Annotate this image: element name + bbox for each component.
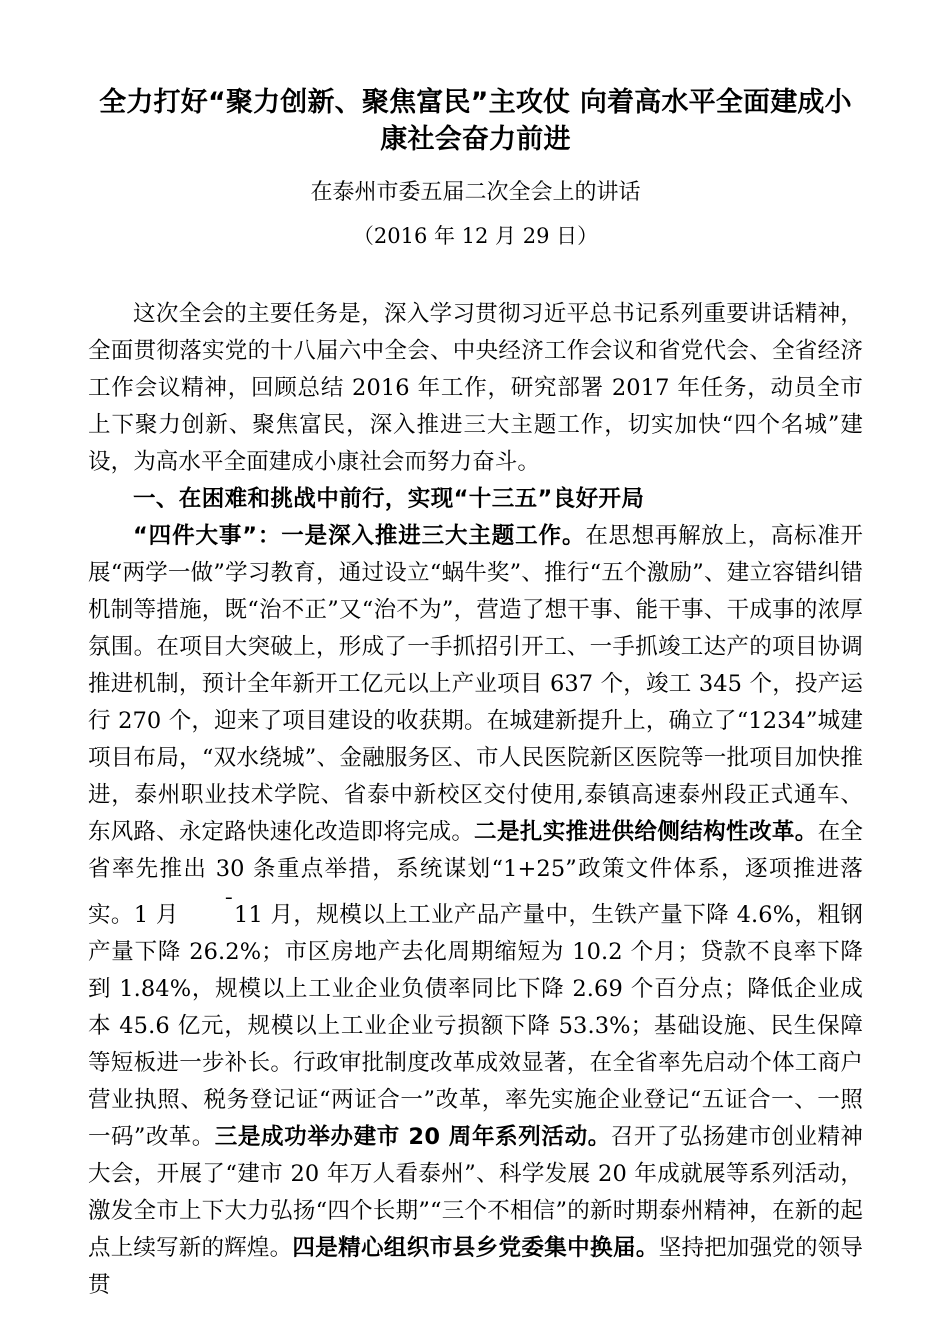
section-heading-1: 一、在困难和挑战中前行，实现“十三五”良好开局 bbox=[133, 486, 645, 512]
inline-text-2a: 在全省率先推出 30 条重点举措，系统谋划“1+25”政策文件体系，逐项推进落实。1 月 bbox=[88, 819, 863, 929]
inline-bold-lead-4: 四是精心组织市县乡党委集中换届。 bbox=[292, 1235, 659, 1262]
page-content bbox=[88, 0, 863, 1304]
page-title: 全力打好“聚力创新、聚焦富民”主攻仗 向着高水平全面建成小康社会奋力前进 bbox=[99, 87, 852, 155]
document-body bbox=[88, 252, 863, 1304]
inline-text-4: 坚持把加强党的领导贯 bbox=[88, 1235, 863, 1299]
document-subtitle: 在泰州市委五届二次全会上的讲话 bbox=[310, 180, 641, 205]
range-dash: ¯ bbox=[223, 894, 235, 918]
paragraph-intro: 这次全会的主要任务是，深入学习贯彻习近平总书记系列重要讲话精神，全面贯彻落实党的十八届六中全会、中央经济工作会议和省党代会、全省经济工作会议精神，回顾总结 2016 年工作，研究部署 2017 年任务，动员全市上下聚力创新、聚焦富民，深入推进三大主题工作，切实加快“四个名城”建设，为高水平全面建成小康社会而努力奋斗。 bbox=[88, 301, 863, 475]
inline-text-1: 在思想再解放上，高标准开展“两学一做”学习教育，通过设立“蜗牛奖”、推行“五个激励”、建立容错纠错机制等措施，既“治不正”又“治不为”，营造了想干事、能干事、干成事的浓厚氛围。在项目大突破上，形成了一手抓招引开工、一手抓竣工达产的项目协调推进机制，预计全年新开工亿元以上产业项目 637 个，竣工 345 个，投产运行 270 个，迎来了项目建设的收获期。在城建新提升上，确立了“1234”城建项目布局，“双水绕城”、金融服务区、市人民医院新区医院等一批项目加快推进，泰州职业技术学院、省泰中新校区交付使用,泰镇高速泰州段正式通车、东风路、永定路快速化改造即将完成。 bbox=[88, 523, 864, 845]
inline-text-2b: 11 月，规模以上工业产品产量中，生铁产量下降 4.6%，粗钢产量下降 26.2%；市区房地产去化周期缩短为 10.2 个月；贷款不良率下降到 1.84%，规模以上工业企业负债率同比下降 2.69 个百分点；降低企业成本 45.6 亿元，规模以上工业企业亏损额下降 53.3%；基础设施、民生保障等短板进一步补长。行政审批制度改革成效显著，在全省率先启动个体工商户营业执照、税务登记证“两证合一”改革，率先实施企业登记“五证合一、一照一码”改革。 bbox=[88, 902, 863, 1151]
inline-text-3: 召开了弘扬建市创业精神大会，开展了“建市 20 年万人看泰州”、科学发展 20 年成就展等系列活动，激发全市上下大力弘扬“四个长期”“三个不相信”的新时期泰州精神，在新的起点上续写新的辉煌。 bbox=[88, 1124, 863, 1262]
inline-bold-lead-2: 二是扎实推进供给侧结构性改革。 bbox=[474, 819, 818, 845]
inline-bold-lead-1: “四件大事”：一是深入推进三大主题工作。 bbox=[133, 523, 586, 549]
document-date: （2016 年 12 月 29 日） bbox=[352, 224, 599, 248]
inline-bold-lead-3: 三是成功举办建市 20 周年系列活动。 bbox=[214, 1124, 611, 1151]
paragraph-four-major-events bbox=[88, 518, 863, 1304]
